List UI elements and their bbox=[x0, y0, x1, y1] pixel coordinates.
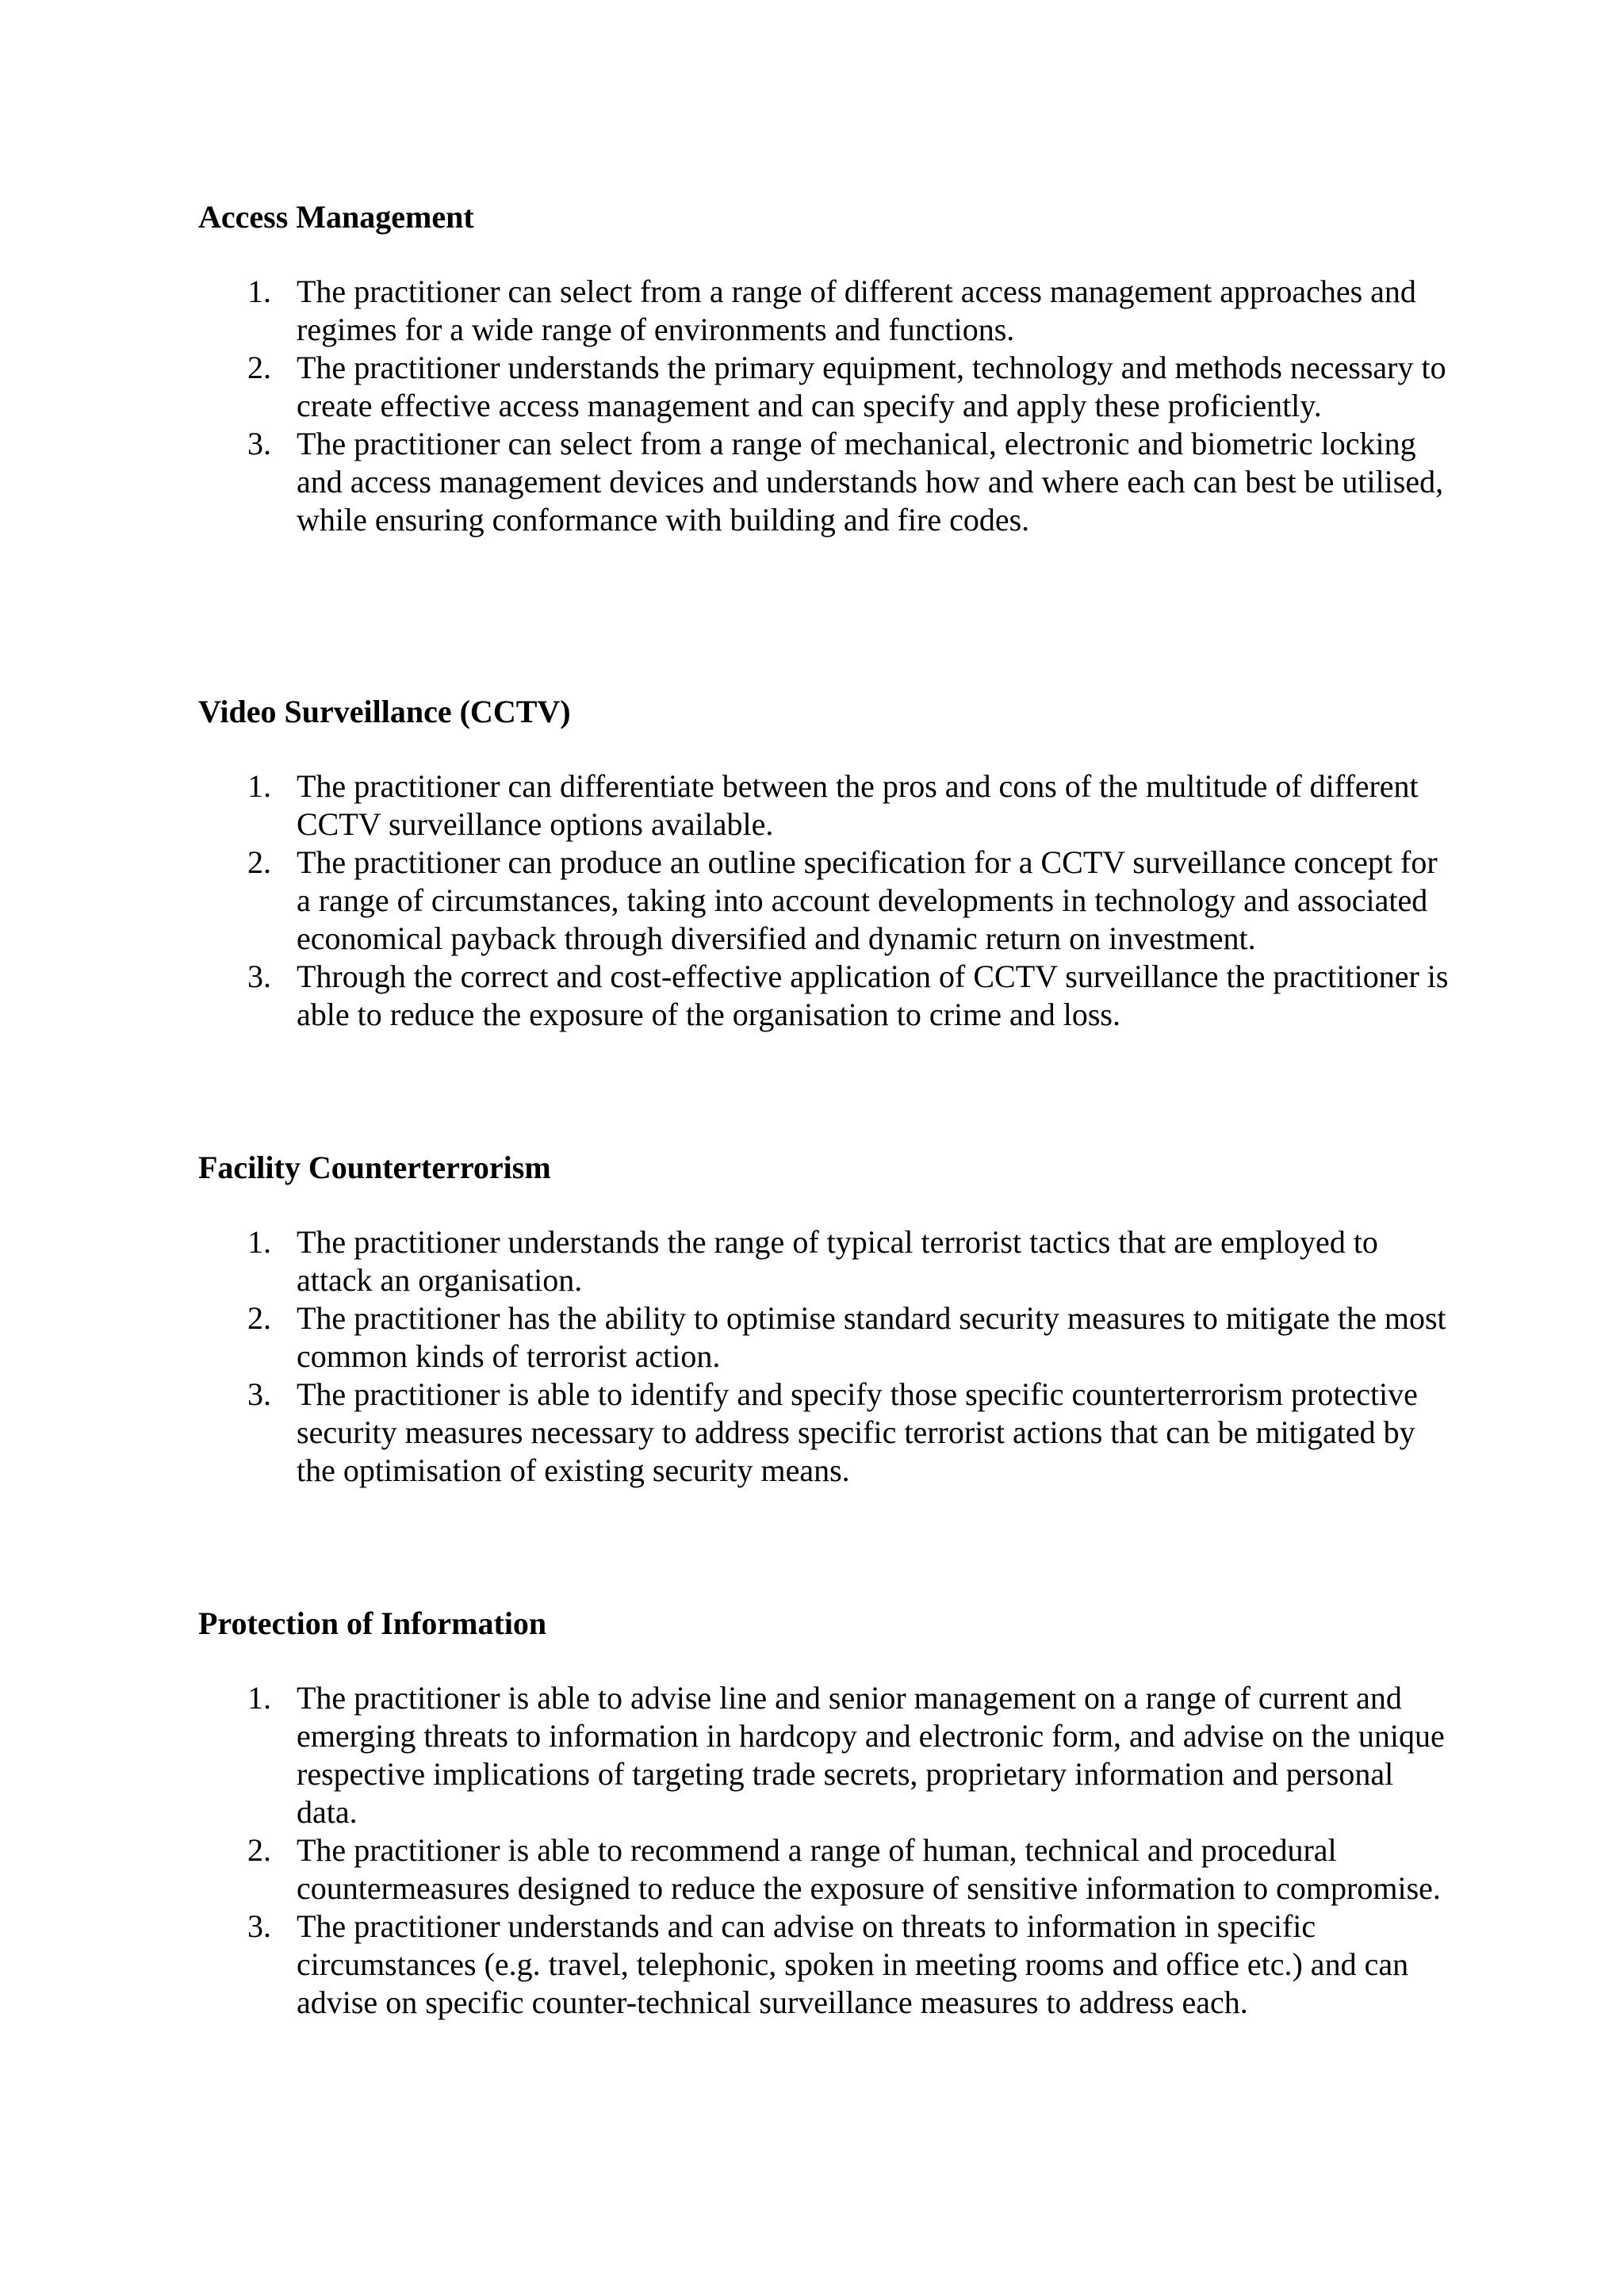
list-item bbox=[198, 273, 1451, 349]
section-heading: Protection of Information bbox=[198, 1605, 547, 1641]
list-item-text: The practitioner can differentiate between the pros and cons of the multitude of different CCTV surveillance options available. bbox=[297, 768, 1419, 842]
list-item bbox=[198, 1831, 1451, 1908]
list-item bbox=[198, 1679, 1451, 1831]
list-item-text: The practitioner understands the range of typical terrorist tactics that are employed to attack an organisation. bbox=[297, 1224, 1378, 1298]
section-protection-of-information bbox=[198, 1605, 1451, 2020]
list-item-text: The practitioner understands and can advise on threats to information in specific circumstances (e.g. travel, telephonic, spoken in meeting rooms and office etc.) and can advise on specific counter-technical surveillance measures to address each. bbox=[297, 1908, 1409, 2020]
list-item-text: The practitioner is able to recommend a range of human, technical and procedural countermeasures designed to reduce the exposure of sensitive information to compromise. bbox=[297, 1832, 1441, 1906]
list-number: 1. bbox=[247, 1224, 271, 1260]
list-item bbox=[198, 767, 1451, 844]
list-number: 3. bbox=[247, 1376, 271, 1412]
list-item bbox=[198, 1376, 1451, 1490]
list-item bbox=[198, 1223, 1451, 1299]
list-item-text: The practitioner is able to advise line and senior management on a range of current and emerging threats to information in hardcopy and electronic form, and advise on the unique respective implications of targeting trade secrets, proprietary information and personal data. bbox=[297, 1680, 1445, 1830]
numbered-list bbox=[198, 767, 1451, 1034]
list-item bbox=[198, 425, 1451, 539]
list-item-text: The practitioner understands the primary equipment, technology and methods necessary to create effective access management and can specify and apply these proficiently. bbox=[297, 350, 1446, 423]
section-access-management bbox=[198, 198, 1451, 538]
list-number: 3. bbox=[247, 1908, 271, 1944]
list-item bbox=[198, 1908, 1451, 2022]
list-number: 1. bbox=[247, 768, 271, 804]
list-number: 3. bbox=[247, 426, 271, 461]
list-item-text: The practitioner is able to identify and specify those specific counterterrorism protective security measures necessary to address specific terrorist actions that can be mitigated by the optimisation of existing security means. bbox=[297, 1376, 1418, 1488]
section-heading: Access Management bbox=[198, 199, 474, 235]
section-facility-counterterrorism bbox=[198, 1149, 1451, 1488]
numbered-list bbox=[198, 1223, 1451, 1490]
list-number: 2. bbox=[247, 350, 271, 385]
list-item-text: The practitioner can select from a range of mechanical, electronic and biometric locking and access management devices and understands how and where each can best be utilised, while ensuring conformance with building and fire codes. bbox=[297, 426, 1444, 538]
list-item bbox=[198, 1299, 1451, 1376]
list-number: 2. bbox=[247, 1832, 271, 1868]
list-item-text: The practitioner can produce an outline specification for a CCTV surveillance concept for a range of circumstances, taking into account developments in technology and associated economical payback through diversified and dynamic return on investment. bbox=[297, 844, 1438, 956]
list-item bbox=[198, 349, 1451, 425]
list-number: 2. bbox=[247, 844, 271, 880]
section-heading: Facility Counterterrorism bbox=[198, 1150, 551, 1185]
section-video-surveillance bbox=[198, 693, 1451, 1032]
list-number: 1. bbox=[247, 274, 271, 309]
list-item bbox=[198, 958, 1451, 1034]
list-item bbox=[198, 844, 1451, 958]
list-number: 1. bbox=[247, 1680, 271, 1716]
list-item-text: The practitioner can select from a range of different access management approaches and regimes for a wide range of environments and functions. bbox=[297, 274, 1416, 347]
list-number: 2. bbox=[247, 1300, 271, 1336]
list-item-text: The practitioner has the ability to optimise standard security measures to mitigate the most common kinds of terrorist action. bbox=[297, 1300, 1446, 1374]
numbered-list bbox=[198, 1679, 1451, 2022]
list-number: 3. bbox=[247, 959, 271, 994]
numbered-list bbox=[198, 273, 1451, 539]
list-item-text: Through the correct and cost-effective application of CCTV surveillance the practitioner is able to reduce the exposure of the organisation to crime and loss. bbox=[297, 959, 1449, 1032]
section-heading: Video Surveillance (CCTV) bbox=[198, 694, 571, 729]
